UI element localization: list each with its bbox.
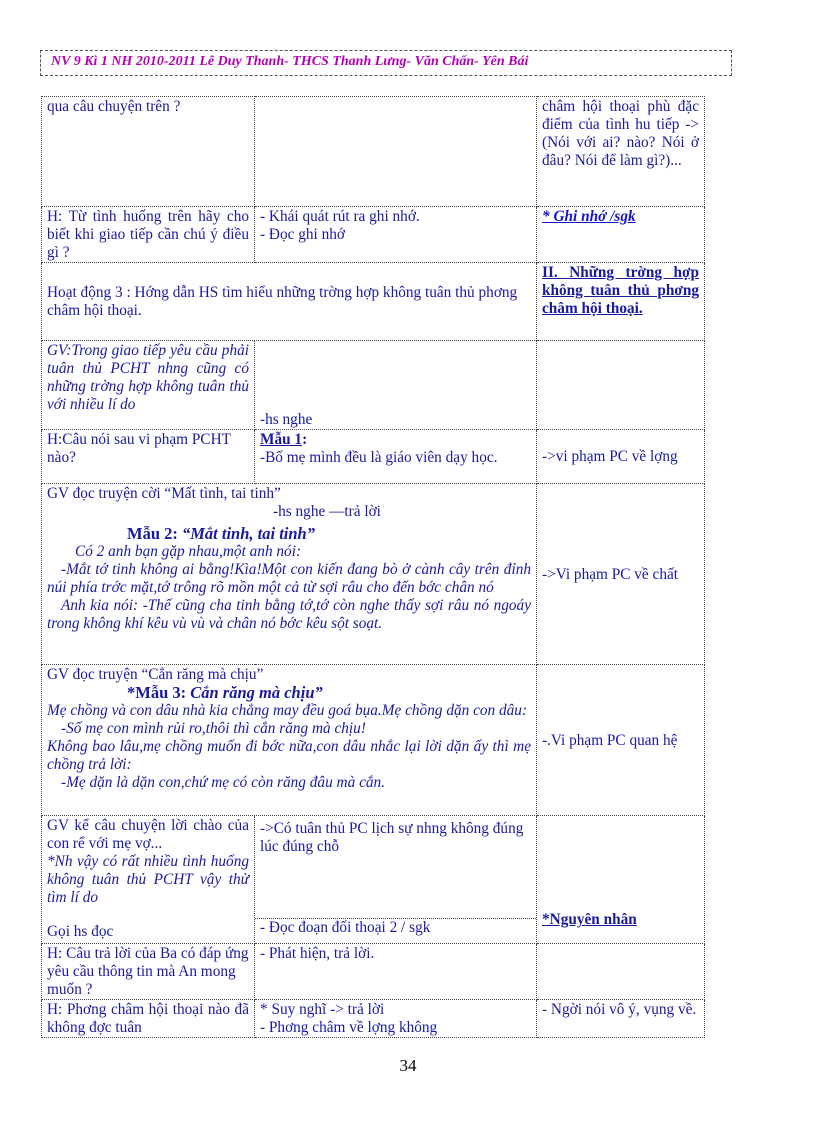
cell-story (42, 484, 537, 665)
table-row (42, 665, 705, 816)
cell-notes (537, 207, 705, 263)
story-title-sep: : (172, 524, 182, 543)
story-line: -Mẹ dặn là dặn con,chứ mẹ có còn răng đâu mà cắn. (61, 774, 385, 791)
cell-notes (537, 341, 705, 430)
table-row (42, 816, 705, 944)
sample-title: Mẫu 1 (260, 431, 303, 448)
story-title-name: “Mắt tinh, tai tinh” (182, 524, 315, 543)
cell-student (255, 944, 537, 1000)
cell-student (255, 207, 537, 263)
cell-text: châm hội thoại phù đặc điểm của tình hu tiếp -> (Nói với ai? nào? Nói ở đâu? Nói để làm gì?)... (542, 98, 699, 169)
cell-text: - Khái quát rút ra ghi nhớ. (260, 208, 420, 225)
cell-story (42, 665, 537, 816)
cell-text: ->Có tuân thủ PC lịch sự nhng không đúng lúc đúng chỗ (260, 820, 524, 855)
story-line: Không bao lâu,mẹ chồng muốn đi bớc nữa,con dâu nhắc lại lời dặn ấy thì mẹ chồng trả lời: (47, 738, 531, 773)
page-header: NV 9 Kì 1 NH 2010-2011 Lê Duy Thanh- THCS Thanh Lưng- Văn Chấn- Yên Bái (40, 50, 732, 76)
cell-notes (537, 665, 705, 816)
section-heading: II. Những trờng hợp không tuân thủ phơng châm hội thoại. (542, 264, 699, 317)
cell-student (255, 341, 537, 430)
story-line: Mẹ chồng và con dâu nhà kia chẳng may đều goá bụa.Mẹ chồng dặn con dâu: (47, 702, 528, 719)
cell-activity (42, 1000, 255, 1038)
table-row (42, 97, 705, 207)
cell-notes (537, 263, 705, 341)
cell-notes (537, 816, 705, 944)
cell-notes (537, 97, 705, 207)
cell-text: -.Vi phạm PC quan hệ (542, 731, 678, 749)
cell-text: Gọi hs đọc (47, 923, 114, 940)
table-row (42, 263, 705, 341)
cell-text: Hoạt động 3 : Hớng dẫn HS tìm hiểu những trờng hợp không tuân thủ phơng châm hội thoại. (47, 284, 518, 319)
note-heading: * Ghi nhớ /sgk (542, 208, 636, 225)
cell-text: - Phát hiện, trả lời. (260, 945, 375, 962)
story-line: -Mắt tớ tinh không ai bằng!Kìa!Một con kiến đang bò ở cành cây trên đỉnh núi phía trớc mặt,tớ trông rõ mồn một cả từ sợi râu cho đến bớc chân nó (47, 561, 531, 596)
lesson-table (41, 96, 705, 1038)
cell-activity (42, 207, 255, 263)
cell-text: - Ngời nói vô ý, vụng về. (542, 1001, 697, 1018)
cell-notes (537, 944, 705, 1000)
cell-text: GV đọc truyện cời “Mất tình, tai tinh” (47, 485, 281, 502)
cell-text: -hs nghe —trả lời (273, 503, 381, 520)
cell-text: H: Câu trả lời của Ba có đáp ứng yêu cầu thông tin mà An mong muốn ? (47, 945, 249, 998)
cell-text: ->vi phạm PC về lợng (542, 448, 678, 465)
table-row (42, 944, 705, 1000)
cell-notes (537, 430, 705, 484)
cell-text: -hs nghe (260, 411, 313, 428)
cell-text: GV kể câu chuyện lời chào của con rể với mẹ vợ... (47, 817, 249, 852)
cell-student (255, 430, 537, 484)
page-number: 34 (399, 1056, 417, 1075)
story-title-label: *Mẫu 3 (127, 683, 181, 702)
cell-student (255, 1000, 537, 1038)
cell-text: GV:Trong giao tiếp yêu cầu phải tuân thủ PCHT nhng cũng có những trờng hợp không tuân thủ với nhiều lí do (47, 342, 249, 413)
cell-activity (42, 430, 255, 484)
story-line: Có 2 anh bạn gặp nhau,một anh nói: (75, 543, 302, 560)
cell-text: - Phơng châm về lợng không (260, 1019, 438, 1036)
story-title-label: Mẫu 2 (127, 524, 173, 543)
cell-text: GV đọc truyện “Cắn răng mà chịu” (47, 666, 264, 683)
story-title (47, 521, 531, 543)
cell-activity (42, 341, 255, 430)
cell-activity-heading (42, 263, 537, 341)
note-heading: *Nguyên nhân (542, 911, 637, 928)
table-row (42, 207, 705, 263)
story-line: Anh kia nói: -Thế cũng cha tinh bằng tớ,tớ còn nghe thấy sợi râu nó ngoáy trong không khí kêu vù vù và chân nó bớc kêu sột soạt. (47, 597, 531, 632)
cell-activity (42, 816, 255, 944)
cell-text: - Đọc ghi nhớ (260, 226, 345, 243)
cell-text: H: Phơng châm hội thoại nào đã không đợc tuân (47, 1001, 249, 1036)
cell-notes (537, 484, 705, 665)
story-title-name: Cắn răng mà chịu” (190, 683, 323, 702)
cell-text: - Đọc đoạn đối thoại 2 / sgk (255, 918, 536, 937)
story-line: -Số mẹ con mình rủi ro,thôi thì cắn răng mà chịu! (61, 720, 366, 737)
cell-student (255, 816, 537, 944)
cell-text: qua câu chuyện trên ? (47, 98, 181, 115)
cell-student (255, 97, 537, 207)
cell-text: H:Câu nói sau vi phạm PCHT nào? (47, 431, 231, 466)
story-title (47, 684, 531, 702)
table-row (42, 430, 705, 484)
table-row (42, 1000, 705, 1038)
cell-activity (42, 944, 255, 1000)
cell-text: H: Từ tình huống trên hãy cho biết khi giao tiếp cần chú ý điều gì ? (47, 208, 249, 261)
table-row (42, 484, 705, 665)
cell-text: *Nh vậy có rất nhiều tình huống không tuân thủ PCHT vậy thử tìm lí do (47, 853, 249, 906)
cell-notes (537, 1000, 705, 1038)
sample-colon: : (302, 431, 308, 448)
cell-text: -Bố mẹ mình đều là giáo viên dạy học. (260, 449, 498, 466)
story-title-sep: : (180, 683, 191, 702)
table-row (42, 341, 705, 430)
cell-text: * Suy nghĩ -> trả lời (260, 1001, 385, 1018)
cell-text: ->Vi phạm PC về chất (542, 565, 679, 583)
cell-activity (42, 97, 255, 207)
